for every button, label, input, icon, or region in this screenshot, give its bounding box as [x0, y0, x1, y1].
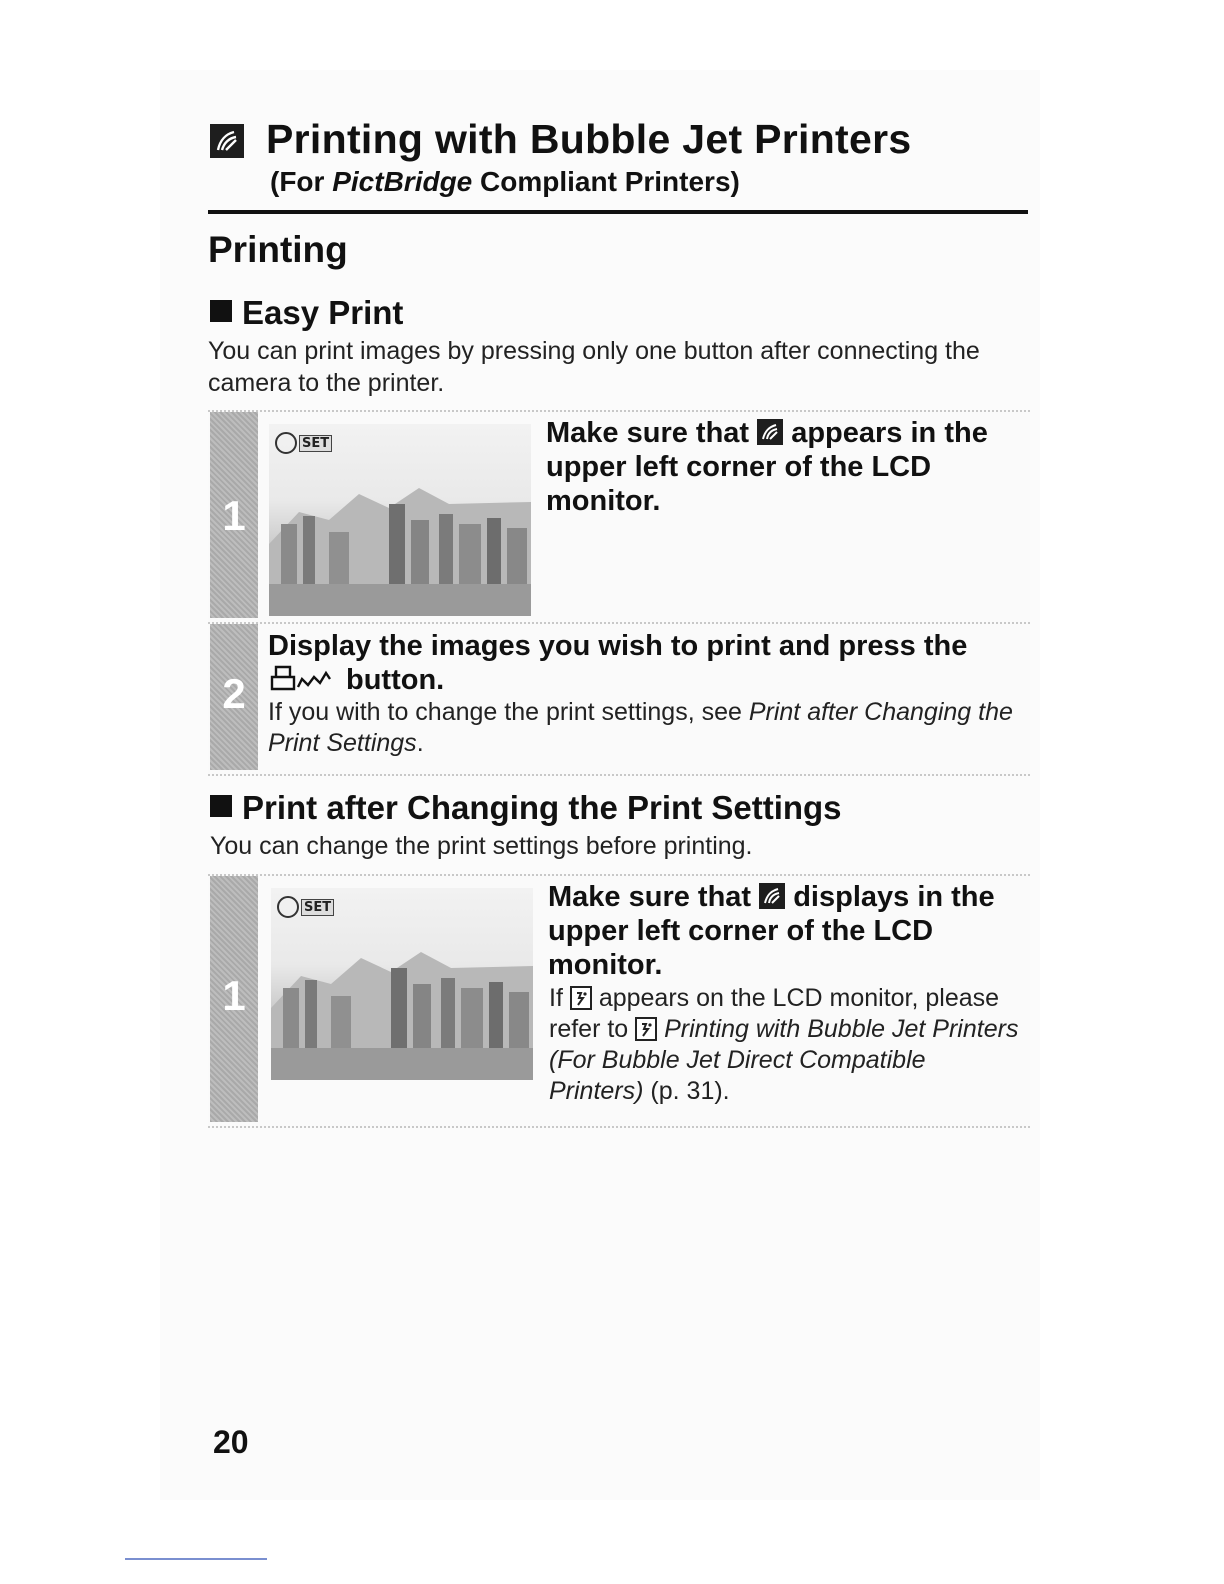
print-after-heading: Print after Changing the Print Settings: [210, 789, 842, 827]
bullet-square-icon: [210, 795, 232, 817]
easy-print-heading: Easy Print: [210, 294, 403, 332]
step-number: 1: [222, 972, 246, 1019]
step-1-note: If appears on the LCD monitor, please refer to Printing with Bubble Jet Printers (For Bubble Jet Direct Compatible Printers) (p. 31).: [549, 984, 1019, 1105]
easy-print-intro: You can print images by pressing only one button after connecting the camera to the printer.: [208, 337, 980, 397]
lcd-mode-badge: SET: [275, 432, 332, 454]
lcd-mode-badge: SET: [277, 896, 334, 918]
step-2-heading: Display the images you wish to print and press the button.: [268, 629, 1028, 701]
print-share-icon: [268, 663, 340, 701]
step-number: 1: [222, 492, 246, 539]
pictbridge-icon: [210, 124, 244, 158]
print-after-intro: You can change the print settings before printing.: [210, 832, 753, 860]
bubble-jet-direct-icon: [570, 986, 592, 1010]
lcd-screenshot: [269, 424, 531, 616]
bullet-square-icon: [210, 300, 232, 322]
section-title: Printing: [208, 229, 348, 270]
title-divider: [208, 210, 1028, 214]
page-subtitle: (For PictBridge Compliant Printers): [270, 166, 740, 197]
step-1-heading: Make sure that appears in the upper left corner of the LCD monitor.: [546, 417, 988, 517]
step-number-bar: [210, 412, 258, 618]
pictbridge-icon: [757, 419, 783, 445]
page-number: 20: [213, 1424, 249, 1460]
step-number: 2: [222, 670, 246, 717]
bubble-jet-direct-icon: [635, 1017, 657, 1041]
step-number-bar: [210, 624, 258, 770]
step-2-note: If you with to change the print settings, see Print after Changing the Print Settings.: [268, 698, 1013, 757]
page-background: [160, 70, 1040, 1500]
footer-divider: [125, 1558, 267, 1560]
step-1-heading: Make sure that displays in the upper left corner of the LCD monitor.: [548, 881, 995, 981]
lcd-screenshot: [271, 888, 533, 1080]
step-number-bar: [210, 876, 258, 1122]
pictbridge-icon: [759, 883, 785, 909]
page-title: Printing with Bubble Jet Printers: [266, 116, 912, 162]
